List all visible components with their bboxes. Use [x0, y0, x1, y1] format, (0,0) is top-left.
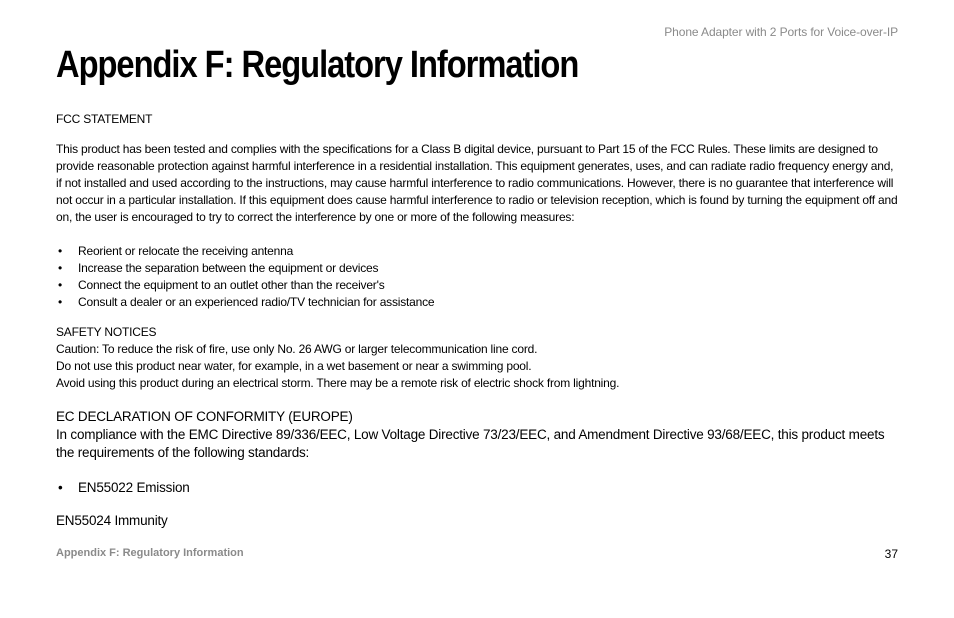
safety-line: Do not use this product near water, for example, in a wet basement or near a swimming pool.	[56, 359, 532, 373]
ec-standards-list	[56, 479, 898, 497]
list-item-text: EN55022 Emission	[78, 480, 190, 495]
fcc-paragraph: This product has been tested and complies with the specifications for a Class B digital device, pursuant to Part 15 of the FCC Rules. These limits are designed to provide reasonable protection against harmful interference in a residential installation. This equipment generates, uses, and can radiate radio frequency energy and, if not installed and used according to the instructions, may cause harmful interference to radio communications. However, there is no guarantee that interference will not occur in a particular installation. If this equipment does cause harmful interference to radio or television reception, which is found by turning the equipment off and on, the user is encouraged to try to correct the interference by one or more of the following measures:	[56, 142, 898, 224]
list-item-text: Consult a dealer or an experienced radio/TV technician for assistance	[78, 295, 435, 309]
list-item-text: Connect the equipment to an outlet other than the receiver's	[78, 278, 385, 292]
list-item-text: Reorient or relocate the receiving antenna	[78, 244, 294, 258]
ec-paragraph: In compliance with the EMC Directive 89/336/EEC, Low Voltage Directive 73/23/EEC, and Amendment Directive 93/68/EEC, this product meets the requirements of the following standards:	[56, 427, 885, 460]
list-item	[56, 260, 898, 277]
page-title: Appendix F: Regulatory Information	[56, 44, 579, 86]
fcc-measures-list	[56, 243, 898, 311]
bullet-glyph: •	[58, 244, 63, 258]
fcc-heading: FCC STATEMENT	[56, 112, 153, 126]
safety-heading: SAFETY NOTICES	[56, 325, 157, 339]
ec-trailing-standard: EN55024 Immunity	[56, 513, 168, 528]
bullet-glyph: •	[58, 480, 63, 495]
list-item	[56, 479, 898, 497]
list-item	[56, 294, 898, 311]
list-item	[56, 243, 898, 260]
footer-section-title: Appendix F: Regulatory Information	[56, 547, 244, 559]
bullet-glyph: •	[58, 261, 63, 275]
ec-heading: EC DECLARATION OF CONFORMITY (EUROPE)	[56, 409, 353, 424]
list-item-text: Increase the separation between the equipment or devices	[78, 261, 379, 275]
bullet-glyph: •	[58, 295, 63, 309]
bullet-glyph: •	[58, 278, 63, 292]
page-number: 37	[884, 547, 898, 561]
safety-line: Caution: To reduce the risk of fire, use only No. 26 AWG or larger telecommunication line cord.	[56, 342, 538, 356]
list-item	[56, 277, 898, 294]
page-content	[56, 111, 898, 530]
running-header: Phone Adapter with 2 Ports for Voice-over-IP	[664, 25, 898, 39]
safety-line: Avoid using this product during an electrical storm. There may be a remote risk of electric shock from lightning.	[56, 376, 620, 390]
